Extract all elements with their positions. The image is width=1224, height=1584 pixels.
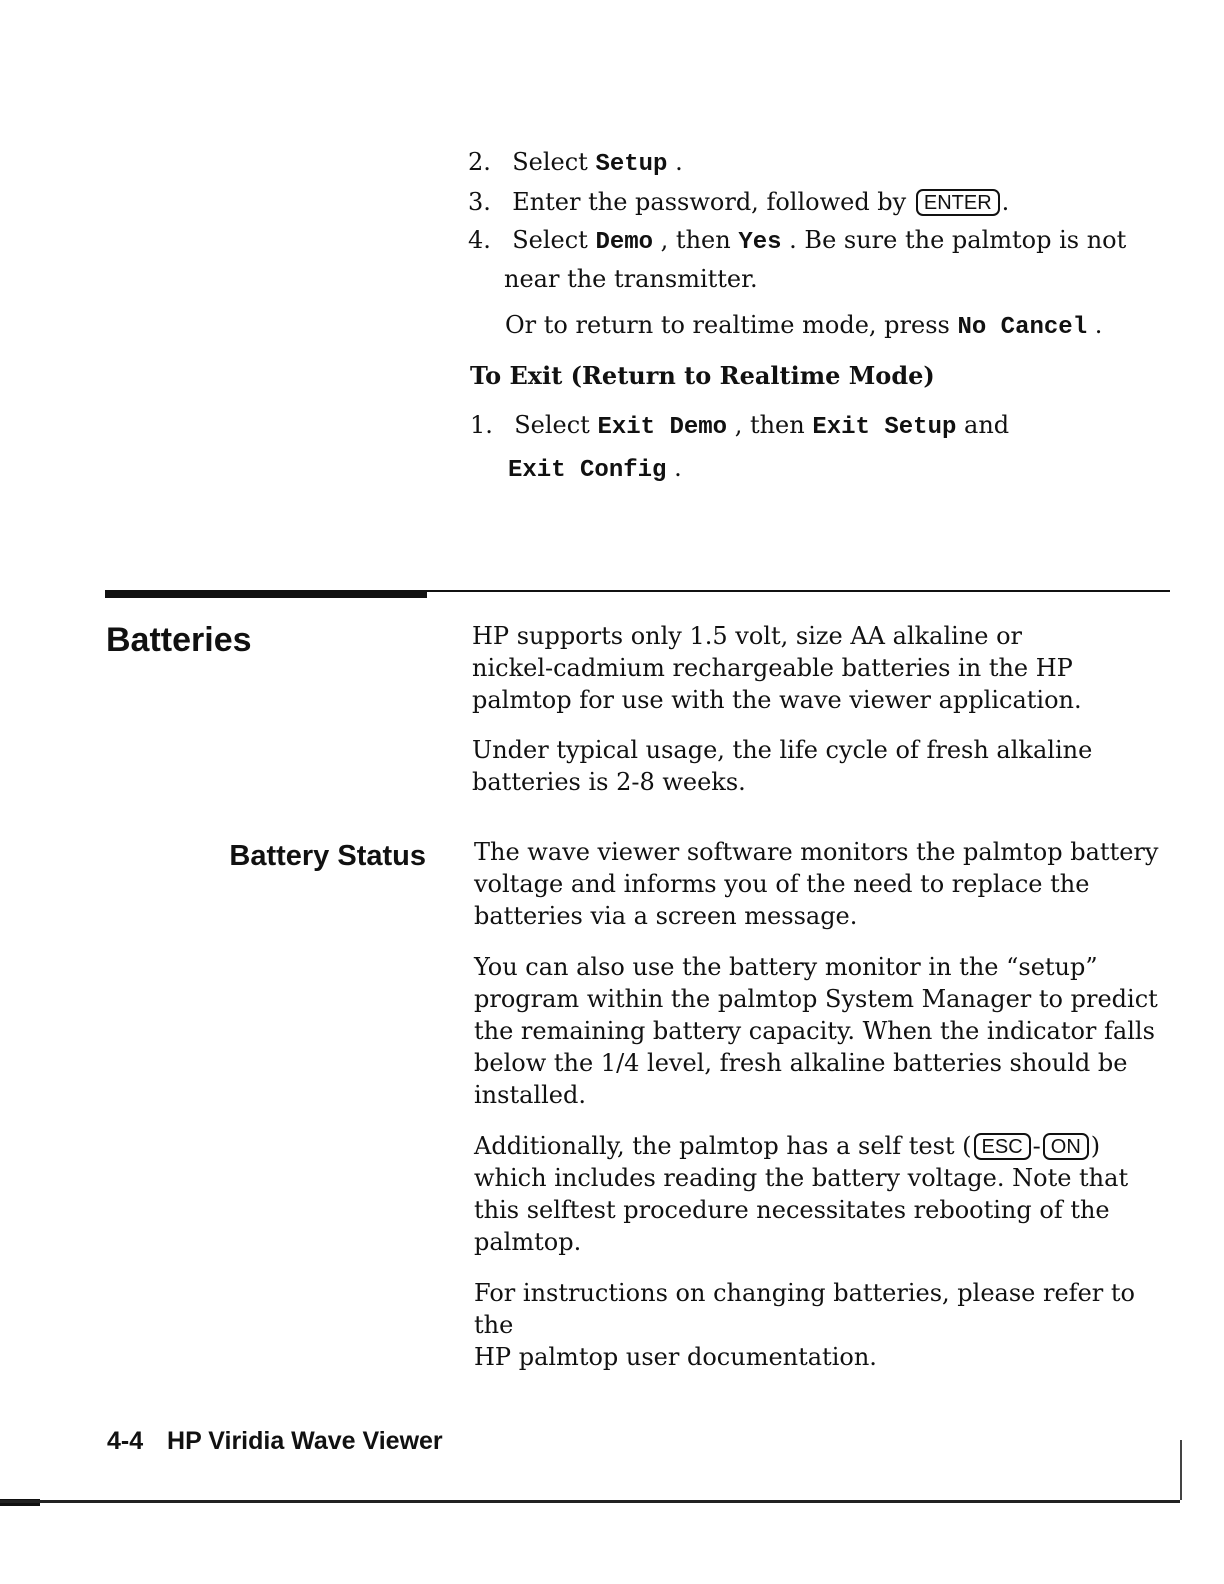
exit-heading: To Exit (Return to Realtime Mode) bbox=[470, 361, 935, 390]
step-2: 2. Select Setup . bbox=[468, 148, 683, 178]
step-4: 4. Select Demo , then Yes . Be sure the palmtop is not near the transmitter. bbox=[468, 224, 1168, 295]
exit-step-1: 1. Select Exit Demo , then Exit Setup and Exit Config . bbox=[470, 411, 1010, 484]
battery-status-text bbox=[474, 836, 1174, 1373]
battery-status-para-4: For instructions on changing batteries, please refer to the HP palmtop user documentation. bbox=[474, 1279, 1135, 1371]
or-return-note: Or to return to realtime mode, press No Cancel . bbox=[505, 311, 1103, 341]
no-cancel-command: No Cancel bbox=[957, 314, 1088, 341]
page-number: 4-4 bbox=[107, 1427, 144, 1455]
step-number: 2. bbox=[468, 148, 491, 176]
enter-key: ENTER bbox=[916, 189, 1000, 216]
battery-status-heading: Battery Status bbox=[229, 840, 426, 872]
step-number: 4. bbox=[468, 226, 491, 254]
demo-command: Demo bbox=[595, 229, 654, 256]
battery-status-para-3: Additionally, the palmtop has a self test ( ESC - ON ) which includes reading the battery voltage. Note that this selftest procedure necessitates rebooting of the palmtop. bbox=[474, 1132, 1129, 1256]
step-number: 3. bbox=[468, 188, 491, 216]
step-3: 3. Enter the password, followed by ENTER . bbox=[468, 188, 1010, 216]
right-margin-mark bbox=[1180, 1440, 1182, 1500]
esc-key: ESC bbox=[974, 1133, 1031, 1160]
section-rule-thin bbox=[105, 590, 1170, 592]
batteries-heading: Batteries bbox=[106, 621, 252, 659]
step-4-line-2: near the transmitter. bbox=[504, 265, 758, 293]
page-footer bbox=[107, 1426, 443, 1456]
batteries-para-2: Under typical usage, the life cycle of fresh alkaline batteries is 2-8 weeks. bbox=[472, 736, 1093, 796]
battery-status-para-1: The wave viewer software monitors the palmtop battery voltage and informs you of the need to replace the batteries via a screen message. bbox=[474, 838, 1159, 930]
step-number: 1. bbox=[470, 411, 493, 439]
exit-config-command: Exit Config bbox=[508, 457, 667, 484]
document-title: HP Viridia Wave Viewer bbox=[167, 1427, 443, 1455]
footer-rule-thin bbox=[0, 1500, 1180, 1503]
on-key: ON bbox=[1043, 1133, 1089, 1160]
batteries-text bbox=[472, 620, 1172, 798]
setup-command: Setup bbox=[595, 151, 668, 178]
batteries-para-1: HP supports only 1.5 volt, size AA alkaline or nickel-cadmium rechargeable batteries in the HP palmtop for use with the wave viewer application. bbox=[472, 622, 1082, 714]
yes-command: Yes bbox=[738, 229, 782, 256]
exit-demo-command: Exit Demo bbox=[597, 414, 728, 441]
battery-status-para-2: You can also use the battery monitor in the “setup” program within the palmtop System Manager to predict the remaining battery capacity. When the indicator falls below the 1/4 level, fresh alkaline batteries should be installed. bbox=[474, 953, 1158, 1109]
exit-setup-command: Exit Setup bbox=[812, 414, 957, 441]
